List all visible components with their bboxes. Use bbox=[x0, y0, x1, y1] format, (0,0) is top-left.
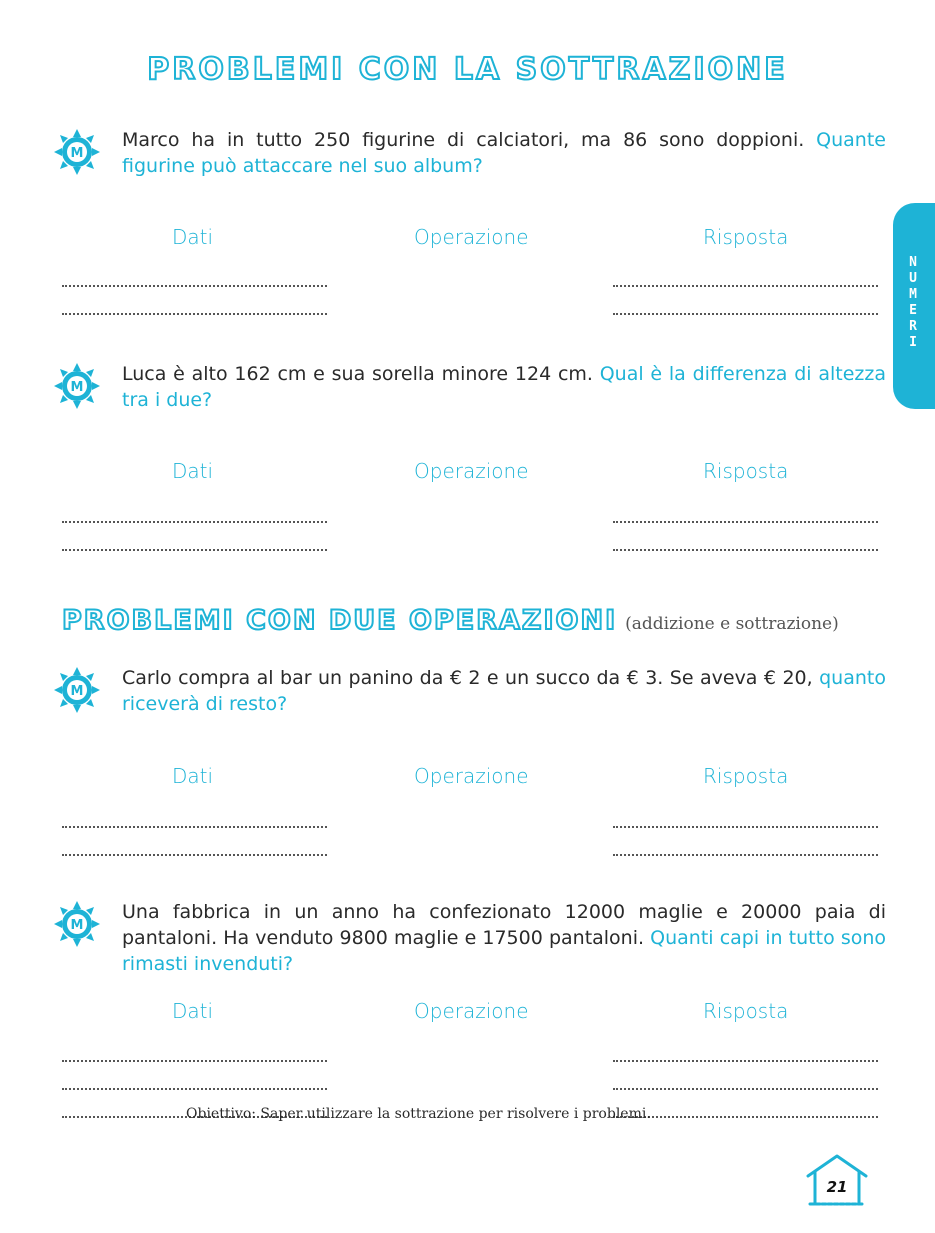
answer-line[interactable] bbox=[613, 285, 878, 287]
problem-question: quanto riceverà di resto? bbox=[122, 667, 886, 715]
answer-line[interactable] bbox=[62, 854, 327, 856]
problem-statement: Luca è alto 162 cm e sua sorella minore 124 cm. bbox=[122, 363, 600, 385]
problem-1 bbox=[52, 127, 886, 179]
col-operazione: Operazione bbox=[414, 459, 529, 483]
section-title-due-operazioni bbox=[62, 605, 839, 636]
answer-line[interactable] bbox=[62, 826, 327, 828]
problem-text bbox=[122, 899, 886, 977]
answer-line[interactable] bbox=[613, 313, 878, 315]
answer-line[interactable] bbox=[613, 1060, 878, 1062]
sun-badge-icon bbox=[52, 127, 102, 177]
col-dati: Dati bbox=[172, 764, 214, 788]
answer-line[interactable] bbox=[613, 549, 878, 551]
section-subtitle: (addizione e sottrazione) bbox=[625, 614, 839, 634]
badge-letter: M bbox=[70, 918, 84, 933]
sun-badge-icon bbox=[52, 899, 102, 949]
page-number: 21 bbox=[826, 1178, 848, 1196]
objective-footer: Obiettivo: Saper utilizzare la sottrazione per risolvere i problemi. bbox=[186, 1106, 651, 1122]
badge-letter: M bbox=[70, 380, 84, 395]
answer-line[interactable] bbox=[62, 285, 327, 287]
answer-line[interactable] bbox=[62, 521, 327, 523]
problem-question: Quante figurine può attaccare nel suo album? bbox=[122, 129, 886, 177]
section-title-sottrazione: PROBLEMI CON LA SOTTRAZIONE bbox=[147, 52, 788, 87]
col-operazione: Operazione bbox=[414, 225, 529, 249]
side-tab-numeri bbox=[893, 203, 935, 409]
answer-line[interactable] bbox=[613, 521, 878, 523]
side-tab-label: NUMERI bbox=[909, 255, 917, 350]
answer-line[interactable] bbox=[613, 854, 878, 856]
problem-text bbox=[122, 361, 886, 413]
problem-4 bbox=[52, 899, 886, 977]
col-risposta: Risposta bbox=[703, 999, 789, 1023]
col-dati: Dati bbox=[172, 459, 214, 483]
problem-text bbox=[122, 127, 886, 179]
problem-3 bbox=[52, 665, 886, 717]
answer-line[interactable] bbox=[62, 313, 327, 315]
answer-line[interactable] bbox=[613, 1088, 878, 1090]
problem-statement: Una fabbrica in un anno ha confezionato 12000 maglie e 20000 paia di pantaloni. Ha venduto 9800 maglie e 17500 pantaloni. bbox=[122, 901, 886, 949]
badge-letter: M bbox=[70, 684, 84, 699]
sun-badge-icon bbox=[52, 665, 102, 715]
section-title-text: PROBLEMI CON DUE OPERAZIONI bbox=[62, 605, 618, 636]
problem-text bbox=[122, 665, 886, 717]
problem-statement: Marco ha in tutto 250 figurine di calciatori, ma 86 sono doppioni. bbox=[122, 129, 817, 151]
answer-line[interactable] bbox=[62, 549, 327, 551]
problem-2 bbox=[52, 361, 886, 413]
answer-line[interactable] bbox=[62, 1060, 327, 1062]
col-risposta: Risposta bbox=[703, 764, 789, 788]
col-risposta: Risposta bbox=[703, 225, 789, 249]
col-operazione: Operazione bbox=[414, 764, 529, 788]
sun-badge-icon bbox=[52, 361, 102, 411]
problem-question: Quanti capi in tutto sono rimasti invenduti? bbox=[122, 927, 887, 975]
problem-question: Qual è la differenza di altezza tra i due? bbox=[122, 363, 886, 411]
answer-line[interactable] bbox=[62, 1088, 327, 1090]
answer-line[interactable] bbox=[613, 826, 878, 828]
badge-letter: M bbox=[70, 146, 84, 161]
col-dati: Dati bbox=[172, 225, 214, 249]
col-dati: Dati bbox=[172, 999, 214, 1023]
problem-statement: Carlo compra al bar un panino da € 2 e un succo da € 3. Se aveva € 20, bbox=[122, 667, 820, 689]
col-operazione: Operazione bbox=[414, 999, 529, 1023]
col-risposta: Risposta bbox=[703, 459, 789, 483]
answer-line[interactable] bbox=[613, 1116, 878, 1118]
